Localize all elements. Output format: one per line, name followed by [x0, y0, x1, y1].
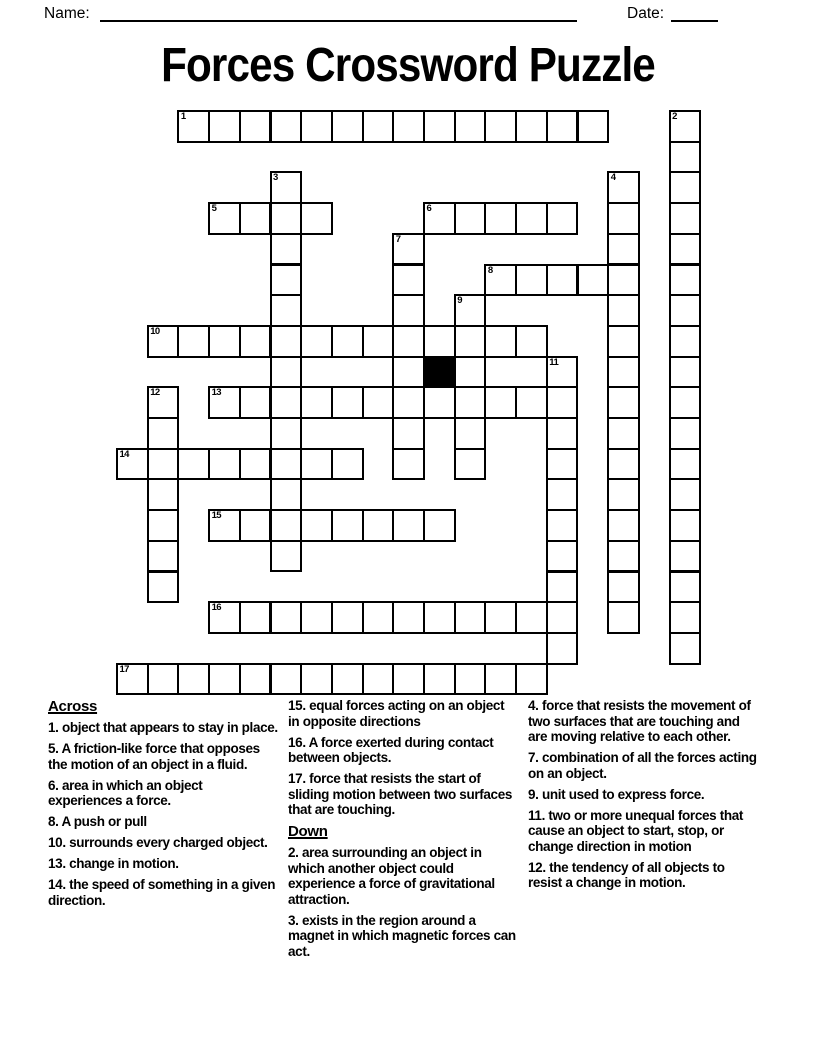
clue-number: 17: [119, 663, 129, 675]
grid-cell[interactable]: [423, 601, 456, 634]
grid-cell[interactable]: [362, 386, 395, 419]
grid-cell[interactable]: [669, 356, 702, 389]
grid-cell[interactable]: [546, 448, 579, 481]
grid-cell[interactable]: [546, 264, 579, 297]
grid-cell[interactable]: [362, 663, 395, 696]
clue-10: 10. surrounds every charged object.: [48, 835, 268, 850]
grid-cell[interactable]: [300, 110, 333, 143]
grid-cell[interactable]: [607, 509, 640, 542]
grid-cell[interactable]: [669, 110, 702, 143]
grid-cell[interactable]: [515, 386, 548, 419]
grid-cell[interactable]: [147, 417, 180, 450]
grid-cell[interactable]: [300, 509, 333, 542]
grid-cell[interactable]: [669, 294, 702, 327]
grid-cell[interactable]: [454, 417, 487, 450]
name-label: Name:: [44, 5, 90, 22]
clue-column-2: [288, 698, 518, 965]
grid-cell[interactable]: [577, 110, 610, 143]
grid-cell[interactable]: [270, 386, 303, 419]
clue-number: 10: [150, 325, 160, 337]
grid-cell[interactable]: [669, 417, 702, 450]
grid-cell[interactable]: [454, 448, 487, 481]
grid-cell[interactable]: [239, 110, 272, 143]
grid-cell[interactable]: [454, 202, 487, 235]
grid-cell[interactable]: [669, 478, 702, 511]
clue-number: 9: [457, 295, 462, 307]
clue-11: 11. two or more unequal forces that cause an object to start, stop, or change direction in motion: [528, 807, 744, 854]
grid-cell[interactable]: [607, 202, 640, 235]
page-title: Forces Crossword Puzzle: [161, 39, 655, 92]
clue-8: 8. A push or pull: [48, 814, 147, 829]
grid-cell[interactable]: [392, 386, 425, 419]
clue-column-1: [48, 698, 278, 965]
grid-cell[interactable]: [669, 509, 702, 542]
grid-cell[interactable]: [331, 448, 364, 481]
grid-cell[interactable]: [669, 540, 702, 573]
grid-cell[interactable]: [208, 386, 241, 419]
name-field[interactable]: [100, 20, 577, 22]
clue-number: 8: [487, 264, 493, 276]
grid-cell[interactable]: [423, 202, 456, 235]
crossword-grid: [116, 110, 702, 696]
date-field[interactable]: [671, 20, 718, 22]
grid-cell[interactable]: [546, 571, 579, 604]
grid-cell[interactable]: [423, 110, 456, 143]
grid-cell[interactable]: [515, 663, 548, 696]
grid-cell[interactable]: [546, 110, 579, 143]
grid-cell[interactable]: [362, 601, 395, 634]
grid-cell[interactable]: [454, 663, 487, 696]
grid-cell[interactable]: [392, 601, 425, 634]
grid-cell[interactable]: [270, 601, 303, 634]
grid-cell[interactable]: [423, 386, 456, 419]
grid-cell[interactable]: [607, 540, 640, 573]
grid-cell[interactable]: [270, 294, 303, 327]
grid-cell[interactable]: [270, 663, 303, 696]
grid-cell[interactable]: [270, 202, 303, 235]
grid-cell[interactable]: [147, 325, 180, 358]
grid-cell[interactable]: [392, 233, 425, 266]
clue-12: 12. the tendency of all objects to resist a change in motion.: [528, 859, 725, 890]
grid-cell[interactable]: [392, 448, 425, 481]
grid-cell[interactable]: [300, 325, 333, 358]
clues-section-header-down: Down: [288, 823, 328, 840]
grid-cell[interactable]: [392, 509, 425, 542]
grid-cell[interactable]: [270, 264, 303, 297]
grid-cell[interactable]: [147, 571, 180, 604]
black-cell: [423, 356, 456, 389]
grid-cell[interactable]: [208, 325, 241, 358]
clue-number: 4: [610, 172, 616, 184]
grid-cell[interactable]: [300, 448, 333, 481]
grid-cell[interactable]: [331, 509, 364, 542]
grid-cell[interactable]: [484, 356, 547, 389]
grid-cell[interactable]: [208, 448, 241, 481]
grid-cell[interactable]: [300, 601, 333, 634]
clue-16: 16. A force exerted during contact between objects.: [288, 734, 494, 765]
grid-cell[interactable]: [147, 540, 180, 573]
grid-cell[interactable]: [147, 663, 180, 696]
grid-cell[interactable]: [484, 325, 517, 358]
grid-cell[interactable]: [484, 264, 517, 297]
clue-number: 12: [150, 387, 160, 399]
date-label: Date:: [627, 5, 665, 22]
grid-cell[interactable]: [270, 417, 303, 450]
grid-cell[interactable]: [484, 110, 517, 143]
grid-cell[interactable]: [239, 448, 272, 481]
grid-cell[interactable]: [669, 448, 702, 481]
grid-cell[interactable]: [669, 325, 702, 358]
grid-cell[interactable]: [484, 202, 517, 235]
clue-number: 14: [119, 448, 129, 460]
clues-section: [48, 698, 768, 965]
grid-cell[interactable]: [669, 171, 702, 204]
grid-cell[interactable]: [669, 141, 702, 174]
grid-cell[interactable]: [239, 601, 272, 634]
grid-cell[interactable]: [147, 478, 180, 511]
clue-6: 6. area in which an object experiences a force.: [48, 777, 203, 808]
grid-cell[interactable]: [331, 325, 364, 358]
grid-cell[interactable]: [239, 202, 272, 235]
grid-cell[interactable]: [270, 110, 303, 143]
clue-number: 3: [273, 172, 278, 184]
grid-cell[interactable]: [546, 417, 579, 450]
clue-number: 1: [180, 111, 186, 122]
grid-cell[interactable]: [392, 663, 425, 696]
clue-column-3: [528, 698, 758, 965]
grid-cell[interactable]: [362, 509, 395, 542]
grid-cell[interactable]: [484, 663, 517, 696]
clue-7: 7. combination of all the forces acting on an object.: [528, 750, 757, 781]
grid-cell[interactable]: [239, 325, 272, 358]
grid-cell[interactable]: [546, 632, 579, 665]
grid-cell[interactable]: [300, 202, 333, 235]
clue-14: 14. the speed of something in a given direction.: [48, 877, 276, 908]
grid-cell[interactable]: [607, 448, 640, 481]
grid-cell[interactable]: [177, 110, 210, 143]
grid-cell[interactable]: [515, 601, 548, 634]
grid-cell[interactable]: [607, 264, 640, 297]
grid-cell[interactable]: [362, 110, 395, 143]
grid-cell[interactable]: [239, 386, 272, 419]
grid-cell[interactable]: [239, 509, 272, 542]
grid-cell[interactable]: [515, 264, 548, 297]
grid-cell[interactable]: [270, 540, 303, 573]
grid-cell[interactable]: [607, 356, 640, 389]
clue-5: 5. A friction-like force that opposes the motion of an object in a fluid.: [48, 741, 260, 772]
grid-cell[interactable]: [331, 601, 364, 634]
clue-number: 16: [211, 602, 221, 614]
grid-cell[interactable]: [177, 663, 210, 696]
grid-cell[interactable]: [177, 325, 210, 358]
clue-15: 15. equal forces acting on an object in opposite directions: [288, 698, 505, 729]
grid-cell[interactable]: [546, 509, 579, 542]
grid-cell[interactable]: [669, 386, 702, 419]
grid-cell[interactable]: [270, 478, 303, 511]
grid-cell[interactable]: [423, 509, 456, 542]
grid-cell[interactable]: [669, 632, 702, 665]
grid-cell[interactable]: [147, 448, 180, 481]
grid-cell[interactable]: [515, 110, 548, 143]
grid-cell[interactable]: [515, 325, 548, 358]
clue-number: 6: [426, 203, 432, 215]
grid-cell[interactable]: [546, 601, 579, 634]
grid-cell[interactable]: [177, 448, 210, 481]
grid-cell[interactable]: [362, 325, 395, 358]
grid-cell[interactable]: [484, 601, 517, 634]
grid-cell[interactable]: [546, 356, 579, 389]
grid-cell[interactable]: [546, 202, 579, 235]
clue-number: 5: [211, 203, 217, 215]
clue-number: 15: [211, 510, 221, 522]
grid-cell[interactable]: [607, 601, 640, 634]
grid-cell[interactable]: [270, 509, 303, 542]
grid-cell[interactable]: [669, 233, 702, 266]
grid-cell[interactable]: [423, 663, 456, 696]
grid-cell[interactable]: [669, 264, 702, 297]
grid-cell[interactable]: [546, 478, 579, 511]
grid-cell[interactable]: [546, 386, 579, 419]
grid-cell[interactable]: [546, 540, 579, 573]
grid-cell[interactable]: [454, 110, 487, 143]
grid-cell[interactable]: [607, 325, 640, 358]
grid-cell[interactable]: [607, 386, 640, 419]
clue-1: 1. object that appears to stay in place.: [48, 720, 278, 735]
grid-cell[interactable]: [392, 325, 425, 358]
clue-13: 13. change in motion.: [48, 856, 179, 871]
grid-cell[interactable]: [208, 509, 241, 542]
clue-number: 7: [395, 233, 401, 245]
grid-cell[interactable]: [392, 356, 425, 389]
grid-cell[interactable]: [331, 663, 364, 696]
clue-number: 13: [211, 387, 221, 399]
grid-cell[interactable]: [208, 110, 241, 143]
grid-cell[interactable]: [331, 110, 364, 143]
grid-cell[interactable]: [116, 448, 149, 481]
grid-cell[interactable]: [454, 325, 487, 358]
grid-cell[interactable]: [607, 478, 640, 511]
clue-2: 2. area surrounding an object in which another object could experience a force of gravitational attraction.: [288, 845, 495, 907]
grid-cell[interactable]: [484, 386, 517, 419]
grid-cell[interactable]: [392, 294, 425, 327]
clue-17: 17. force that resists the start of sliding motion between two surfaces that are touching.: [288, 771, 513, 817]
clue-4: 4. force that resists the movement of two surfaces that are touching and are moving relative to each other.: [528, 698, 751, 744]
grid-cell[interactable]: [300, 386, 333, 419]
grid-cell[interactable]: [423, 325, 456, 358]
grid-cell[interactable]: [669, 571, 702, 604]
grid-cell[interactable]: [607, 571, 640, 604]
grid-cell[interactable]: [208, 202, 241, 235]
grid-cell[interactable]: [392, 417, 425, 450]
grid-cell[interactable]: [208, 663, 241, 696]
grid-cell[interactable]: [147, 386, 180, 419]
clue-9: 9. unit used to express force.: [528, 786, 705, 802]
clue-number: 2: [672, 111, 677, 122]
grid-cell[interactable]: [270, 356, 303, 389]
grid-cell[interactable]: [239, 663, 272, 696]
grid-cell[interactable]: [270, 171, 303, 204]
grid-cell[interactable]: [392, 264, 425, 297]
clues-section-header-across: Across: [48, 698, 98, 715]
grid-cell[interactable]: [454, 356, 487, 389]
grid-cell[interactable]: [147, 509, 180, 542]
grid-cell[interactable]: [607, 171, 640, 204]
grid-cell[interactable]: [270, 325, 303, 358]
grid-cell[interactable]: [454, 601, 487, 634]
grid-cell[interactable]: [208, 601, 241, 634]
grid-cell[interactable]: [392, 110, 425, 143]
grid-cell[interactable]: [669, 202, 702, 235]
grid-cell[interactable]: [454, 386, 487, 419]
grid-cell[interactable]: [669, 601, 702, 634]
grid-cell[interactable]: [300, 663, 333, 696]
grid-cell[interactable]: [270, 233, 303, 266]
clue-3: 3. exists in the region around a magnet in which magnetic forces can act.: [288, 912, 516, 959]
grid-cell[interactable]: [116, 663, 149, 696]
grid-cell[interactable]: [607, 294, 640, 327]
grid-cell[interactable]: [331, 386, 364, 419]
grid-cell[interactable]: [607, 417, 640, 450]
grid-cell[interactable]: [454, 294, 487, 327]
grid-cell[interactable]: [607, 233, 640, 266]
grid-cell[interactable]: [270, 448, 303, 481]
clue-number: 11: [549, 356, 559, 368]
grid-cell[interactable]: [515, 202, 548, 235]
grid-cell[interactable]: [577, 264, 610, 297]
